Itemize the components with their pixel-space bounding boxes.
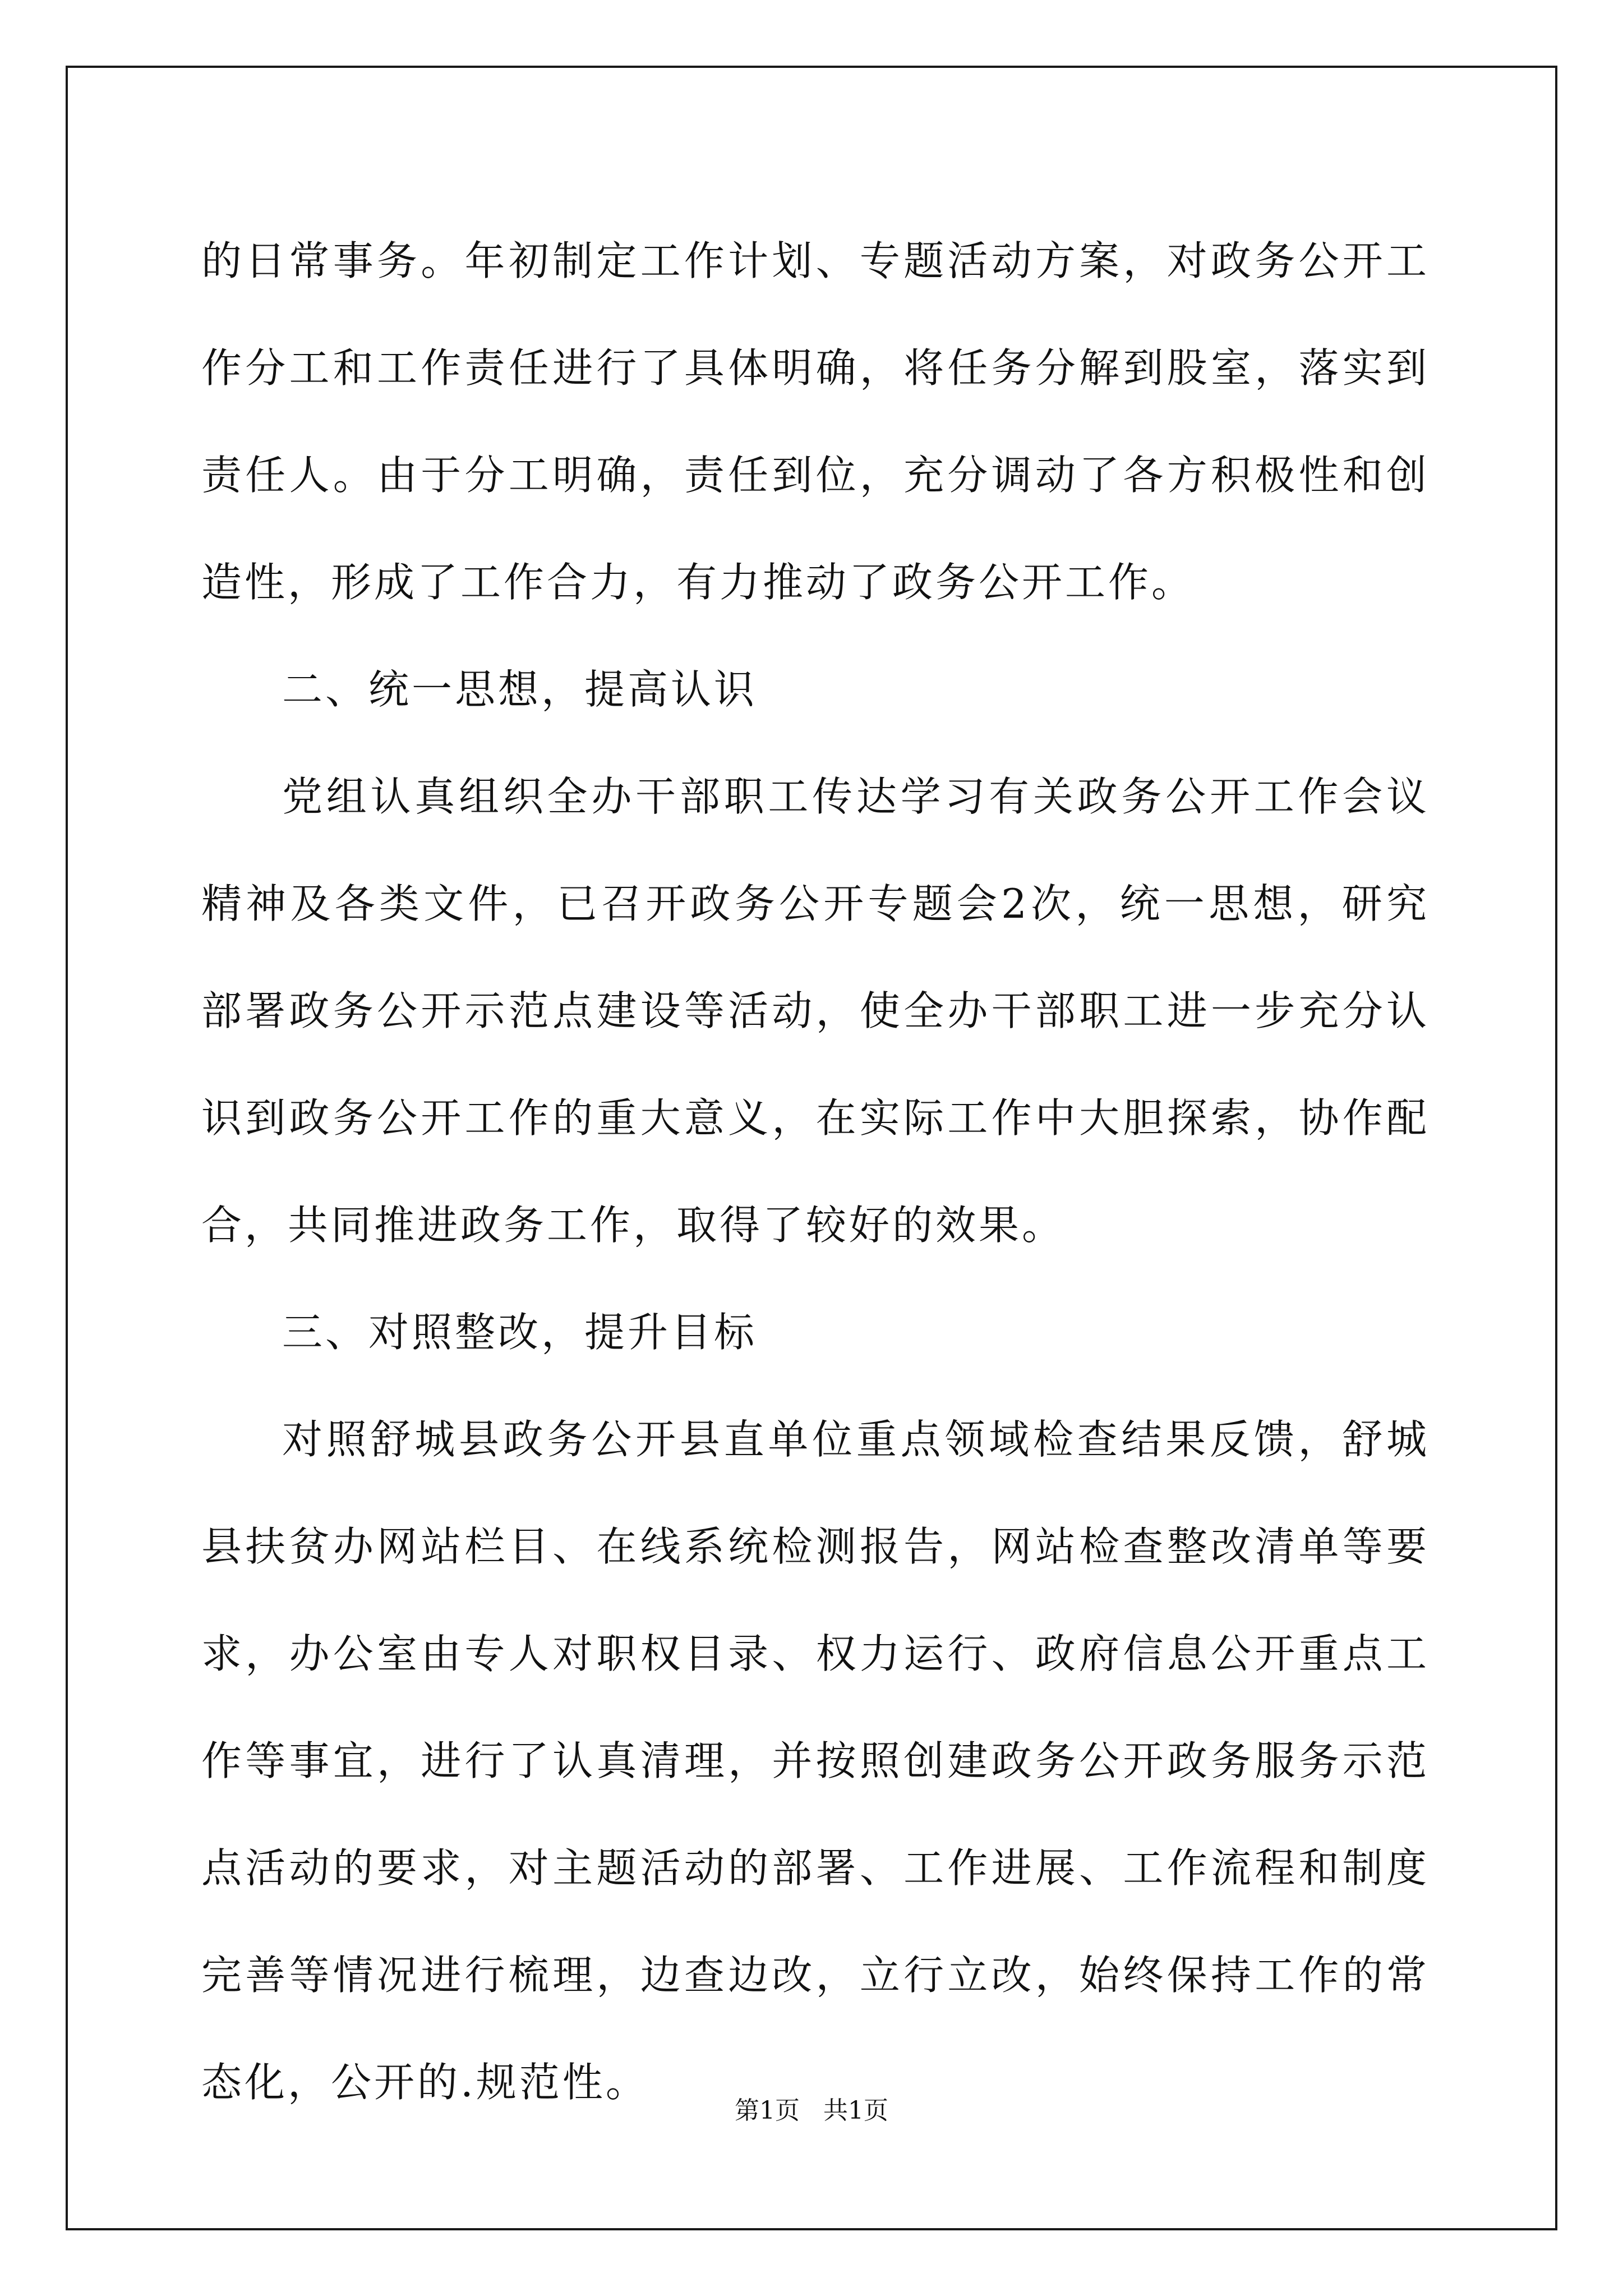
paragraph-rectification: 对照舒城县政务公开县直单位重点领域检查结果反馈，舒城县扶贫办网站栏目、在线系统检测报告，网站检查整改清单等要求，办公室由专人对职权目录、权力运行、政府信息公开重点工作等事宜，进行了认真清理，并按照创建政务公开政务服务示范点活动的要求，对主题活动的部署、工作进展、工作流程和制度完善等情况进行梳理，边查边改，立行立改，始终保持工作的常态化，公开的.规范性。 (201, 1416, 1430, 2106)
paragraph-unify-thinking: 党组认真组织全办干部职工传达学习有关政务公开工作会议精神及各类文件，已召开政务公开专题会2次，统一思想，研究部署政务公开示范点建设等活动，使全办干部职工进一步充分认识到政务公开工作的重大意义，在实际工作中大胆探索，协作配合，共同推进政务工作，取得了较好的效果。 (201, 773, 1430, 1249)
page-footer: 第1页 共1页 (735, 2096, 888, 2125)
section-heading-two: 二、统一思想，提高认识 (282, 666, 758, 713)
section-heading-three: 三、对照整改，提升目标 (282, 1309, 758, 1356)
document-body (201, 208, 1430, 2136)
paragraph-continued: 的日常事务。年初制定工作计划、专题活动方案，对政务公开工作分工和工作责任进行了具体明确，将任务分解到股室，落实到责任人。由于分工明确，责任到位，充分调动了各方积极性和创造性，形成了工作合力，有力推动了政务公开工作。 (201, 237, 1430, 606)
